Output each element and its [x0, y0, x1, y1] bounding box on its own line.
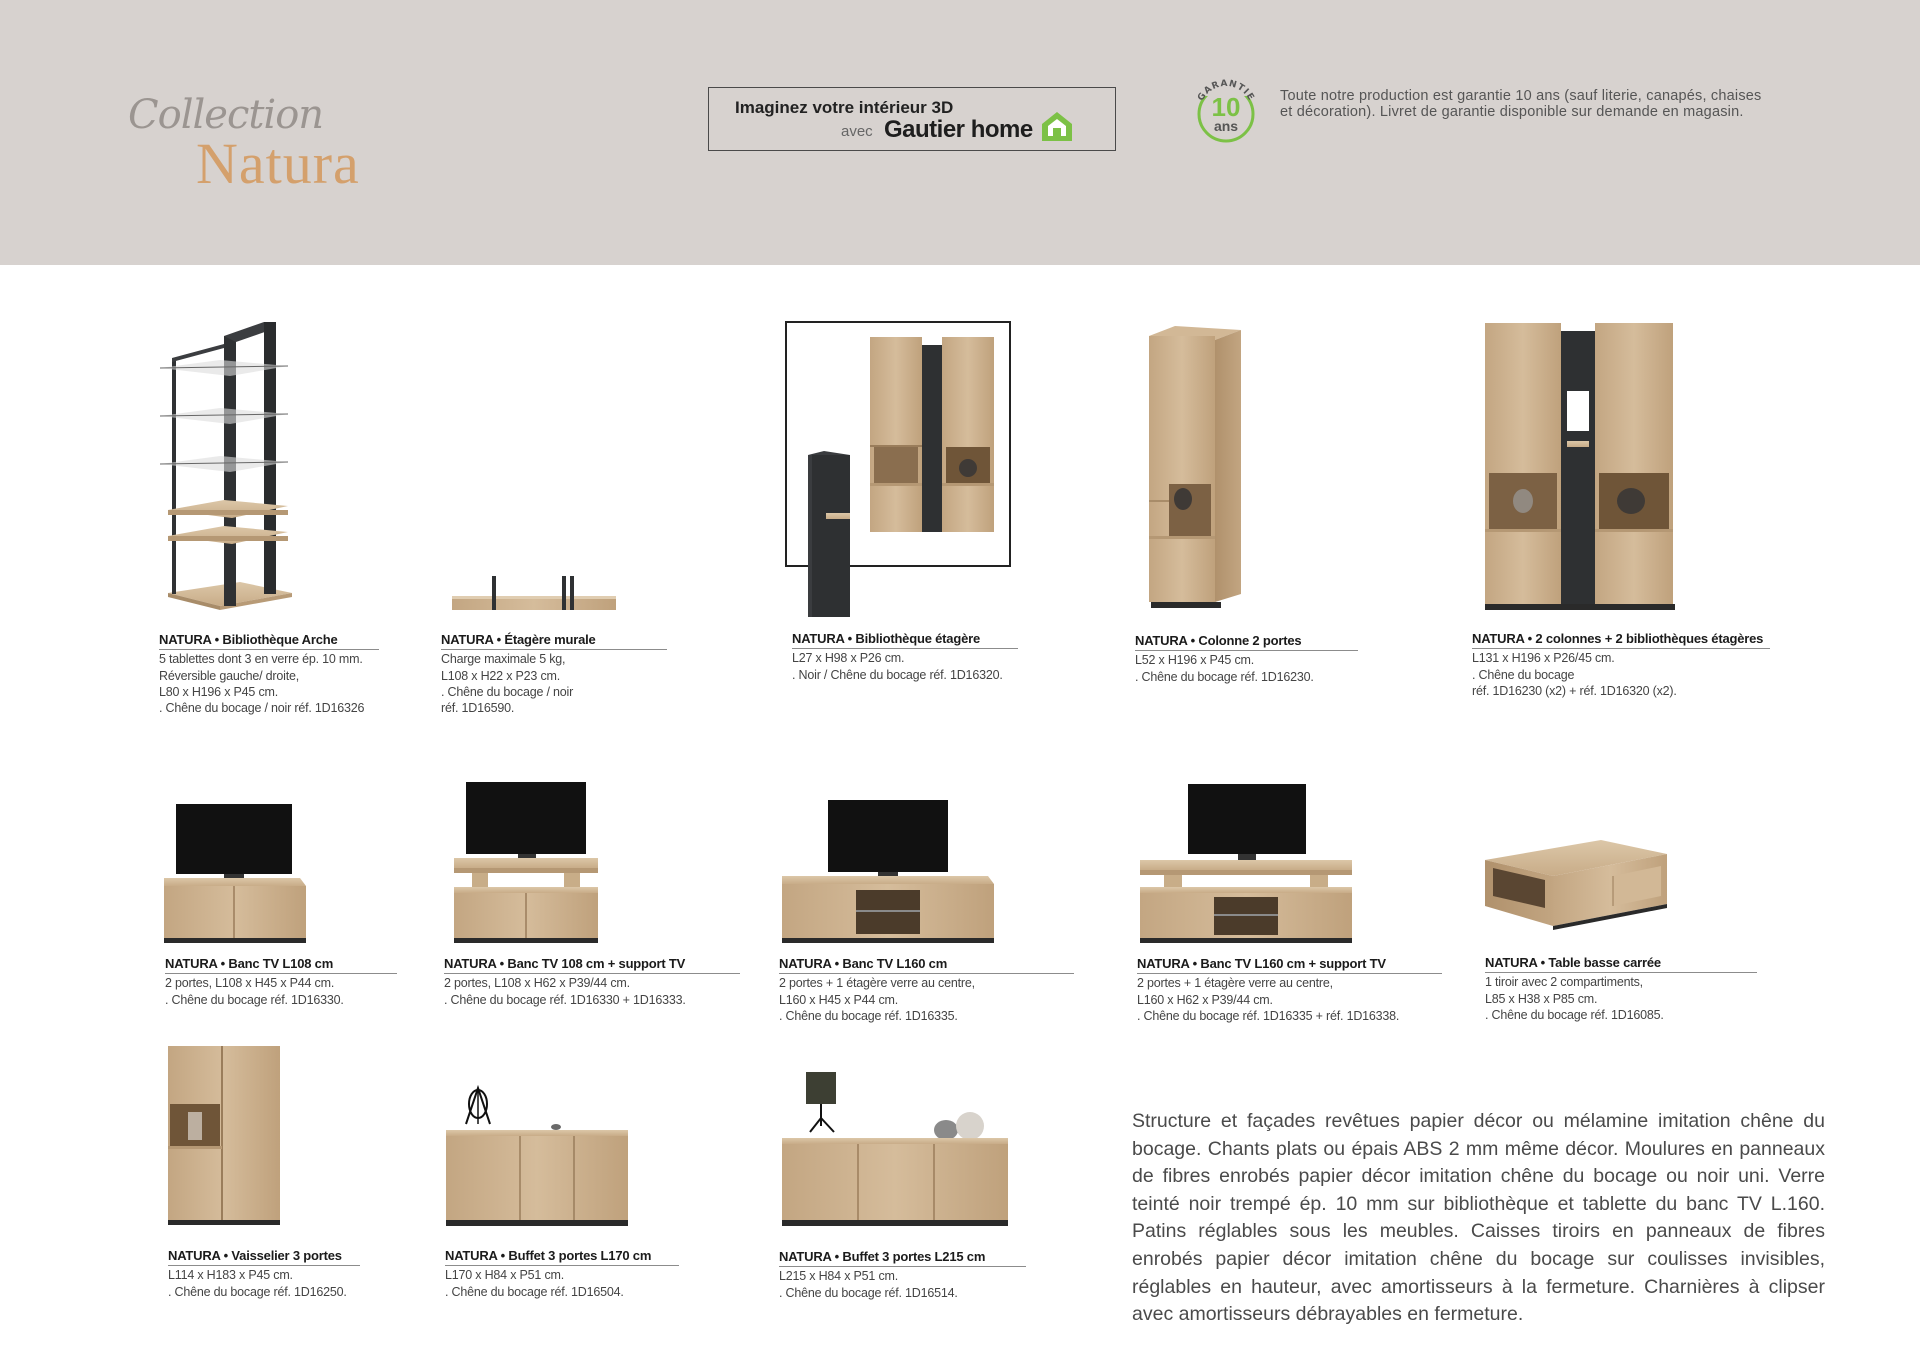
- house-logo-icon: [1039, 108, 1075, 144]
- colonne-2-portes-image: [1145, 324, 1245, 609]
- product-line: L160 x H45 x P44 cm.: [779, 992, 898, 1007]
- caption-2-colonnes: [1472, 631, 1770, 699]
- caption-vaisselier: [168, 1248, 360, 1300]
- badge-top-text: GARANTIE: [1196, 78, 1256, 103]
- product-line: . Chêne du bocage réf. 1D16504.: [445, 1284, 624, 1299]
- caption-etagere-murale: [441, 632, 667, 716]
- caption-table-basse: [1485, 955, 1757, 1023]
- product-line: réf. 1D16230 (x2) + réf. 1D16320 (x2).: [1472, 683, 1677, 698]
- product-title: NATURA • Banc TV L108 cm: [165, 956, 397, 974]
- product-line: . Chêne du bocage réf. 1D16330.: [165, 992, 344, 1007]
- product-line: 2 portes, L108 x H62 x P39/44 cm.: [444, 976, 630, 991]
- buffet-l215-image: [780, 1070, 1012, 1228]
- product-line: Charge maximale 5 kg,: [441, 652, 566, 667]
- caption-buffet-l170: [445, 1248, 679, 1300]
- product-line: L27 x H98 x P26 cm.: [792, 651, 905, 666]
- caption-banc-tv-l108: [165, 956, 397, 1008]
- product-line: réf. 1D16590.: [441, 701, 515, 716]
- product-line: . Chêne du bocage réf. 1D16335.: [779, 1008, 958, 1023]
- 2-colonnes-bibliotheques-image: [1483, 321, 1678, 611]
- caption-banc-tv-l160-support: [1137, 956, 1442, 1024]
- product-title: NATURA • Buffet 3 portes L215 cm: [779, 1249, 1026, 1267]
- caption-buffet-l215: [779, 1249, 1026, 1301]
- product-title: NATURA • Vaisselier 3 portes: [168, 1248, 360, 1266]
- materials-description: Structure et façades revêtues papier décor ou mélamine imitation chêne du bocage. Chants plats ou épais ABS 2 mm même décor. Moulures en panneaux de fibres enrobés papier décor imitation chêne du bocage ou noir uni. Verre teinté noir trempé ép. 10 mm sur bibliothèque et tablette du banc TV L.160. Patins réglables sous les meubles. Caisses tiroirs en panneaux de fibres enrobés papier décor imitation chêne du bocage sur coulisses invisibles, réglables en hauteur, avec amortisseurs à la fermeture. Charnières à clipser avec amortisseurs débrayables en fermeture.: [1132, 1110, 1825, 1326]
- product-line: 5 tablettes dont 3 en verre ép. 10 mm.: [159, 652, 363, 667]
- product-line: L80 x H196 x P45 cm.: [159, 684, 278, 699]
- guarantee-text: Toute notre production est garantie 10 ans (sauf literie, canapés, chaises et décoration). Livret de garantie disponible sur demande en magasin.: [1280, 88, 1762, 120]
- product-line: 2 portes + 1 étagère verre au centre,: [1137, 976, 1333, 991]
- collection-title: Natura: [196, 131, 360, 196]
- vaisselier-image: [166, 1044, 284, 1226]
- product-title: NATURA • Buffet 3 portes L170 cm: [445, 1248, 679, 1266]
- header-band: [0, 0, 1920, 265]
- product-title: NATURA • Étagère murale: [441, 632, 667, 650]
- product-title: NATURA • Colonne 2 portes: [1135, 633, 1358, 651]
- promo-3d-line: Imaginez votre intérieur 3D: [735, 98, 954, 117]
- promo-3d-brand: Gautier home: [884, 116, 1033, 143]
- product-title: NATURA • Bibliothèque Arche: [159, 632, 379, 650]
- bibliotheque-etagere-image: [800, 335, 1010, 620]
- product-line: 2 portes + 1 étagère verre au centre,: [779, 976, 975, 991]
- caption-banc-tv-l160: [779, 956, 1074, 1024]
- banc-tv-l108-image: [160, 800, 310, 944]
- bibliotheque-arche-image: [160, 318, 300, 610]
- badge-number: 10: [1211, 92, 1241, 122]
- promo-3d-avec: avec: [841, 123, 873, 140]
- banc-tv-108-support-image: [452, 778, 602, 944]
- product-title: NATURA • Table basse carrée: [1485, 955, 1757, 973]
- product-line: 1 tiroir avec 2 compartiments,: [1485, 975, 1643, 990]
- product-line: L170 x H84 x P51 cm.: [445, 1268, 564, 1283]
- product-title: NATURA • Bibliothèque étagère: [792, 631, 1018, 649]
- product-line: . Chêne du bocage réf. 1D16330 + 1D16333.: [444, 992, 686, 1007]
- product-line: 2 portes, L108 x H45 x P44 cm.: [165, 976, 335, 991]
- promo-3d-box[interactable]: [708, 87, 1116, 151]
- product-line: . Chêne du bocage réf. 1D16230.: [1135, 669, 1314, 684]
- product-line: L85 x H38 x P85 cm.: [1485, 991, 1598, 1006]
- table-basse-image: [1483, 838, 1669, 938]
- product-line: L215 x H84 x P51 cm.: [779, 1269, 898, 1284]
- product-line: . Chêne du bocage réf. 1D16335 + réf. 1D16338.: [1137, 1008, 1400, 1023]
- caption-banc-tv-108-support: [444, 956, 740, 1008]
- product-title: NATURA • Banc TV 108 cm + support TV: [444, 956, 740, 974]
- buffet-l170-image: [444, 1082, 630, 1228]
- product-line: Réversible gauche/ droite,: [159, 668, 300, 683]
- product-title: NATURA • Banc TV L160 cm + support TV: [1137, 956, 1442, 974]
- caption-bibliotheque-etagere: [792, 631, 1018, 683]
- product-title: NATURA • Banc TV L160 cm: [779, 956, 1074, 974]
- badge-unit: ans: [1213, 118, 1239, 134]
- etagere-murale-image: [450, 574, 620, 614]
- product-line: L108 x H22 x P23 cm.: [441, 668, 560, 683]
- product-line: L52 x H196 x P45 cm.: [1135, 653, 1254, 668]
- banc-tv-l160-support-image: [1138, 782, 1356, 944]
- product-line: . Chêne du bocage réf. 1D16250.: [168, 1284, 347, 1299]
- product-line: L131 x H196 x P26/45 cm.: [1472, 651, 1615, 666]
- caption-bibliotheque-arche: [159, 632, 379, 716]
- caption-colonne-2-portes: [1135, 633, 1358, 685]
- banc-tv-l160-image: [780, 798, 998, 944]
- product-line: . Noir / Chêne du bocage réf. 1D16320.: [792, 667, 1003, 682]
- product-line: L114 x H183 x P45 cm.: [168, 1268, 293, 1283]
- product-line: . Chêne du bocage réf. 1D16085.: [1485, 1007, 1664, 1022]
- product-line: . Chêne du bocage / noir réf. 1D16326: [159, 701, 365, 716]
- product-line: . Chêne du bocage: [1472, 667, 1575, 682]
- product-line: L160 x H62 x P39/44 cm.: [1137, 992, 1273, 1007]
- product-line: . Chêne du bocage / noir: [441, 684, 574, 699]
- product-title: NATURA • 2 colonnes + 2 bibliothèques étagères: [1472, 631, 1770, 649]
- collection-script: Collection: [128, 92, 324, 138]
- product-line: . Chêne du bocage réf. 1D16514.: [779, 1285, 958, 1300]
